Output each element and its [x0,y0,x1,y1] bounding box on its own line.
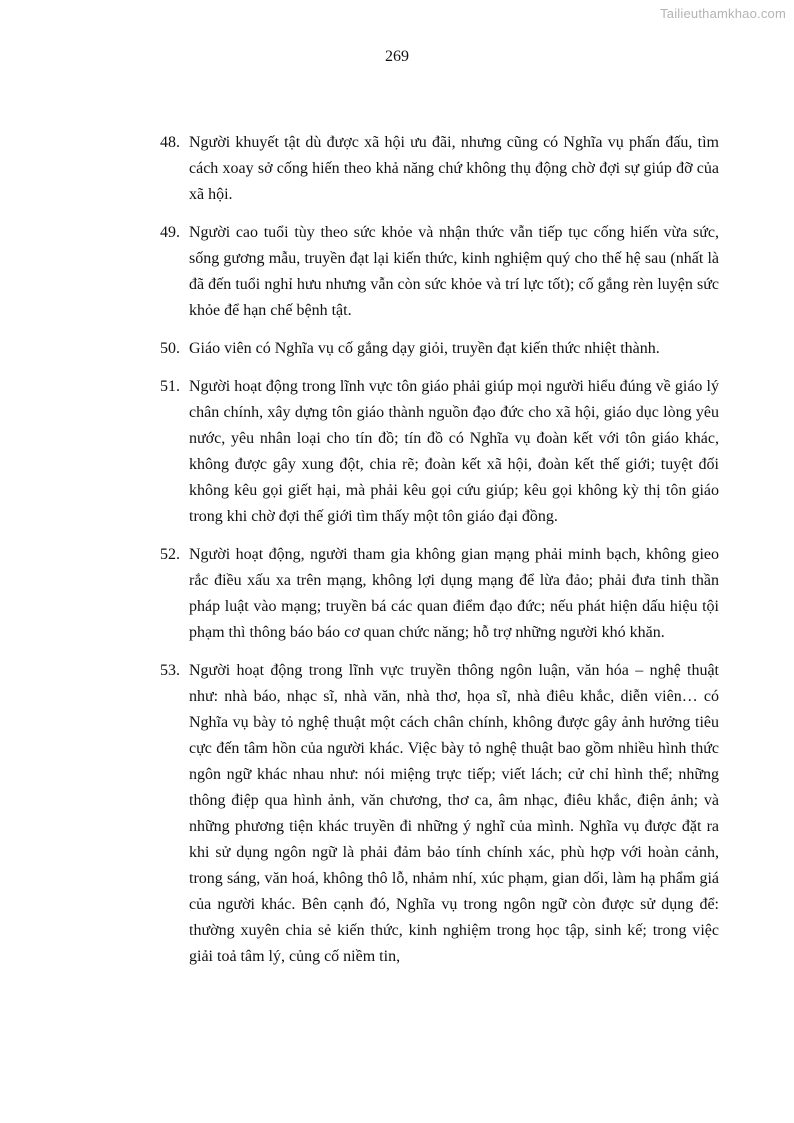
list-item [160,542,719,646]
list-item [160,658,719,970]
item-text: Người khuyết tật dù được xã hội ưu đãi, nhưng cũng có Nghĩa vụ phấn đấu, tìm cách xoay sở cống hiến theo khả năng chứ không thụ động chờ đợi sự giúp đỡ của xã hội. [189,134,719,203]
list-item [160,130,719,208]
item-text: Người hoạt động trong lĩnh vực tôn giáo phải giúp mọi người hiểu đúng về giáo lý chân chính, xây dựng tôn giáo thành nguồn đạo đức cho xã hội, giáo dục lòng yêu nước, yêu nhân loại cho tín đồ; tín đồ có Nghĩa vụ đoàn kết với tôn giáo khác, không được gây xung đột, chia rẽ; đoàn kết xã hội, đoàn kết thế giới; tuyệt đối không kêu gọi giết hại, mà phải kêu gọi cứu giúp; kêu gọi không kỳ thị tôn giáo trong khi chờ đợi thế giới tìm thấy một tôn giáo đại đồng. [189,378,719,525]
item-text: Giáo viên có Nghĩa vụ cố gắng dạy giỏi, truyền đạt kiến thức nhiệt thành. [189,340,660,357]
list-item [160,336,719,362]
list-item [160,220,719,324]
item-number: 51. [160,378,180,395]
numbered-list [160,130,719,982]
item-number: 49. [160,224,180,241]
item-number: 53. [160,662,180,679]
item-text: Người cao tuổi tùy theo sức khỏe và nhận thức vẫn tiếp tục cống hiến vừa sức, sống gương mẫu, truyền đạt lại kiến thức, kinh nghiệm quý cho thế hệ sau (nhất là đã đến tuổi nghỉ hưu nhưng vẫn còn sức khỏe và trí lực tốt); cố gắng rèn luyện sức khỏe để hạn chế bệnh tật. [189,224,719,319]
page-number: 269 [385,48,409,65]
item-text: Người hoạt động trong lĩnh vực truyền thông ngôn luận, văn hóa – nghệ thuật như: nhà báo, nhạc sĩ, nhà văn, nhà thơ, họa sĩ, nhà điêu khắc, diễn viên… có Nghĩa vụ bày tỏ nghệ thuật một cách chân chính, không được gây ảnh hưởng tiêu cực đến tâm hồn của người khác. Việc bày tỏ nghệ thuật bao gồm nhiều hình thức ngôn ngữ khác nhau như: nói miệng trực tiếp; viết lách; cử chỉ hình thể; những thông điệp qua hình ảnh, văn chương, thơ ca, âm nhạc, điêu khắc, điện ảnh; và những phương tiện khác truyền đi những ý nghĩ của mình. Nghĩa vụ được đặt ra khi sử dụng ngôn ngữ là phải đảm bảo tính chính xác, phù hợp với hoàn cảnh, trong sáng, văn hoá, không thô lỗ, nhảm nhí, xúc phạm, gian dối, làm hạ phẩm giá của người khác. Bên cạnh đó, Nghĩa vụ trong ngôn ngữ còn được sử dụng để: thường xuyên chia sẻ kiến thức, kinh nghiệm trong học tập, sinh kế; trong việc giải toả tâm lý, củng cố niềm tin, [189,662,719,965]
item-number: 52. [160,546,180,563]
item-text: Người hoạt động, người tham gia không gian mạng phải minh bạch, không gieo rắc điều xấu xa trên mạng, không lợi dụng mạng để lừa đảo; phải đưa tinh thần pháp luật vào mạng; truyền bá các quan điểm đạo đức; nếu phát hiện dấu hiệu tội phạm thì thông báo báo cơ quan chức năng; hỗ trợ những người khó khăn. [189,546,719,641]
item-number: 48. [160,134,180,151]
list-item [160,374,719,530]
watermark: Tailieuthamkhao.com [660,6,786,21]
item-number: 50. [160,340,180,357]
